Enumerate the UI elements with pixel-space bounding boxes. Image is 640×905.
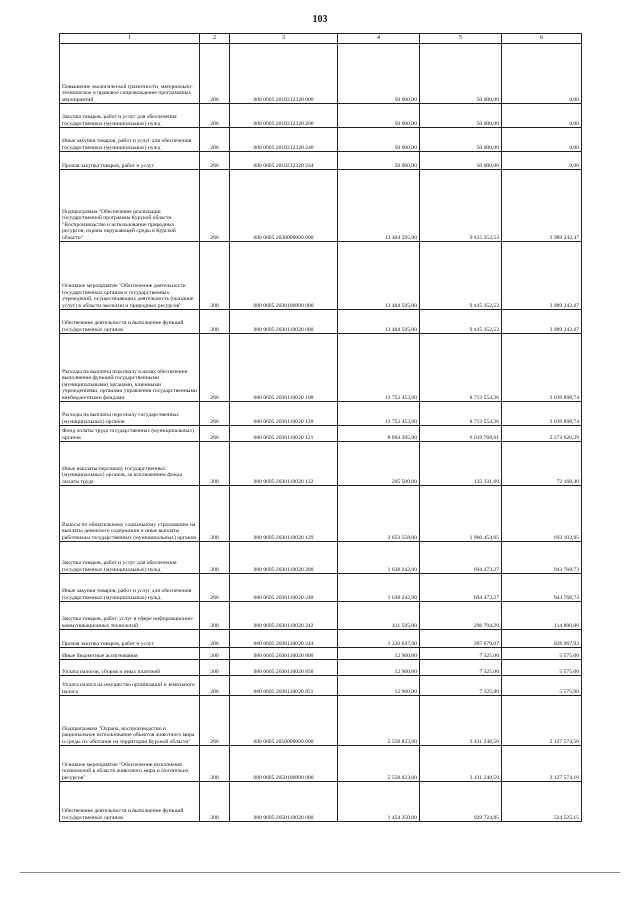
row-approved-amount: 5 558 823,00 xyxy=(338,746,420,782)
row-approved-amount: 411 595,00 xyxy=(338,602,420,630)
row-classification-code: 000 0605 2030110020 240 xyxy=(230,574,338,602)
row-sub-code: 200 xyxy=(200,746,230,782)
row-name: Расходы на выплаты персоналу государственных (муниципальных) органов xyxy=(60,402,200,426)
row-executed-amount: 694 473,27 xyxy=(420,542,502,574)
row-executed-amount: 50 000,00 xyxy=(420,128,502,152)
row-classification-code: 000 0605 2030110020 120 xyxy=(230,402,338,426)
row-executed-amount: 9 415 352,53 xyxy=(420,242,502,310)
row-approved-amount: 50 000,00 xyxy=(338,104,420,128)
row-executed-amount: 929 724,85 xyxy=(420,782,502,822)
row-name: Иные выплаты персоналу государственных (муниципальных) органов, за исключением фонда оплаты труда xyxy=(60,442,200,486)
row-name: Обеспечение деятельности и выполнение функций государственных органов xyxy=(60,310,200,334)
row-executed-amount: 8 713 554,26 xyxy=(420,402,502,426)
table-row xyxy=(60,676,582,696)
row-sub-code: 200 xyxy=(200,152,230,170)
table-row xyxy=(60,402,582,426)
row-executed-amount: 694 473,27 xyxy=(420,574,502,602)
row-name: Закупка товаров, работ и услуг для обеспечения государственных (муниципальных) нужд xyxy=(60,104,200,128)
row-name: Иные бюджетные ассигнования xyxy=(60,648,200,660)
table-row xyxy=(60,152,582,170)
row-executed-amount: 135 331,60 xyxy=(420,442,502,486)
row-classification-code: 000 0605 2030110020 800 xyxy=(230,648,338,660)
row-name: Обеспечение деятельности и выполнение функций государственных органов xyxy=(60,782,200,822)
row-name: Уплата налога на имущество организаций и земельного налога xyxy=(60,676,200,696)
row-name: Закупка товаров, работ и услуг для обеспечения государственных (муниципальных) нужд xyxy=(60,542,200,574)
row-sub-code: 200 xyxy=(200,334,230,402)
row-executed-amount: 397 679,07 xyxy=(420,630,502,648)
row-name: Прочая закупка товаров, работ и услуг xyxy=(60,630,200,648)
row-unexecuted-amount: 943 768,73 xyxy=(502,542,582,574)
row-classification-code: 000 0605 2030110020 850 xyxy=(230,660,338,676)
row-approved-amount: 11 753 453,00 xyxy=(338,402,420,426)
column-header: 4 xyxy=(338,34,420,44)
row-approved-amount: 1 454 250,00 xyxy=(338,782,420,822)
row-unexecuted-amount: 114 800,80 xyxy=(502,602,582,630)
row-classification-code: 000 0605 2030100000 000 xyxy=(230,242,338,310)
row-approved-amount: 1 638 242,00 xyxy=(338,574,420,602)
row-approved-amount: 1 638 242,00 xyxy=(338,542,420,574)
table-row xyxy=(60,128,582,152)
row-unexecuted-amount: 3 989 242,47 xyxy=(502,310,582,334)
row-name: Иные закупки товаров, работ и услуг для обеспечения государственных (муниципальных) нужд xyxy=(60,574,200,602)
table-row xyxy=(60,542,582,574)
row-name: Иные закупки товаров, работ и услуг для обеспечения государственных (муниципальных) нужд xyxy=(60,128,200,152)
row-unexecuted-amount: 524 525,15 xyxy=(502,782,582,822)
row-sub-code: 200 xyxy=(200,486,230,542)
row-name: Закупка товаров, работ, услуг в сфере информационно-коммуникационных технологий xyxy=(60,602,200,630)
row-classification-code: 000 0605 2050000000 000 xyxy=(230,696,338,746)
row-executed-amount: 3 431 248,50 xyxy=(420,746,502,782)
table-row xyxy=(60,696,582,746)
row-classification-code: 000 0605 2010212320 200 xyxy=(230,104,338,128)
table-row xyxy=(60,660,582,676)
row-executed-amount: 50 000,00 xyxy=(420,152,502,170)
row-classification-code: 000 0605 2030110020 851 xyxy=(230,676,338,696)
row-sub-code: 200 xyxy=(200,648,230,660)
row-classification-code: 000 0605 2030110020 122 xyxy=(230,442,338,486)
row-approved-amount: 2 653 558,00 xyxy=(338,486,420,542)
row-sub-code: 200 xyxy=(200,676,230,696)
row-sub-code: 200 xyxy=(200,696,230,746)
row-unexecuted-amount: 2 274 626,39 xyxy=(502,426,582,442)
row-classification-code: 000 0605 2010212320 240 xyxy=(230,128,338,152)
row-approved-amount: 11 753 453,00 xyxy=(338,334,420,402)
row-name: Подпрограмма "Охрана, воспроизводство и рациональное использование объектов животного мира и среды их обитания на территории Курской области" xyxy=(60,696,200,746)
row-sub-code: 200 xyxy=(200,310,230,334)
row-executed-amount: 9 415 352,53 xyxy=(420,170,502,242)
row-sub-code: 200 xyxy=(200,782,230,822)
row-classification-code: 000 0605 2050110020 000 xyxy=(230,782,338,822)
table-row xyxy=(60,630,582,648)
row-classification-code: 000 0605 2010212320 244 xyxy=(230,152,338,170)
row-approved-amount: 1 226 647,00 xyxy=(338,630,420,648)
row-unexecuted-amount: 72 168,40 xyxy=(502,442,582,486)
table-row xyxy=(60,782,582,822)
table-row xyxy=(60,170,582,242)
row-approved-amount: 50 000,00 xyxy=(338,152,420,170)
row-classification-code: 000 0605 2030110020 100 xyxy=(230,334,338,402)
row-unexecuted-amount: 3 989 242,47 xyxy=(502,170,582,242)
row-unexecuted-amount: 5 575,00 xyxy=(502,648,582,660)
row-sub-code: 200 xyxy=(200,542,230,574)
row-approved-amount: 50 000,00 xyxy=(338,44,420,104)
row-executed-amount: 6 619 768,61 xyxy=(420,426,502,442)
column-header: 3 xyxy=(230,34,338,44)
row-unexecuted-amount: 5 575,00 xyxy=(502,660,582,676)
row-unexecuted-amount: 0,00 xyxy=(502,104,582,128)
row-executed-amount: 1 960 454,05 xyxy=(420,486,502,542)
column-header: 6 xyxy=(502,34,582,44)
row-name: Фонд оплаты труда государственных (муниципальных) органов xyxy=(60,426,200,442)
row-executed-amount: 3 431 248,50 xyxy=(420,696,502,746)
row-sub-code: 200 xyxy=(200,442,230,486)
row-approved-amount: 50 000,00 xyxy=(338,128,420,152)
table-row xyxy=(60,426,582,442)
table-row xyxy=(60,104,582,128)
table-row xyxy=(60,334,582,402)
row-executed-amount: 296 794,20 xyxy=(420,602,502,630)
row-approved-amount: 8 894 395,00 xyxy=(338,426,420,442)
row-sub-code: 200 xyxy=(200,402,230,426)
row-classification-code: 000 0605 2050100000 000 xyxy=(230,746,338,782)
row-classification-code: 000 0605 2030110020 129 xyxy=(230,486,338,542)
row-sub-code: 200 xyxy=(200,574,230,602)
row-approved-amount: 13 404 595,00 xyxy=(338,170,420,242)
table-row xyxy=(60,648,582,660)
row-approved-amount: 12 900,00 xyxy=(338,660,420,676)
row-approved-amount: 13 404 595,00 xyxy=(338,242,420,310)
row-approved-amount: 13 404 595,00 xyxy=(338,310,420,334)
page-bottom-rule xyxy=(20,872,620,873)
row-classification-code: 000 0605 2030110020 244 xyxy=(230,630,338,648)
row-sub-code: 200 xyxy=(200,660,230,676)
row-unexecuted-amount: 828 967,93 xyxy=(502,630,582,648)
row-name: Повышение экологической грамотности, материально-техническое и правовое сопровождение программных мероприятий xyxy=(60,44,200,104)
row-approved-amount: 12 900,00 xyxy=(338,676,420,696)
row-name: Прочая закупка товаров, работ и услуг xyxy=(60,152,200,170)
row-sub-code: 200 xyxy=(200,104,230,128)
budget-execution-table xyxy=(59,33,582,822)
row-executed-amount: 9 415 352,53 xyxy=(420,310,502,334)
table-row xyxy=(60,310,582,334)
row-classification-code: 000 0605 2030110020 200 xyxy=(230,542,338,574)
table-row xyxy=(60,602,582,630)
row-unexecuted-amount: 2 127 574,10 xyxy=(502,746,582,782)
row-executed-amount: 7 325,00 xyxy=(420,676,502,696)
row-sub-code: 200 xyxy=(200,170,230,242)
row-unexecuted-amount: 0,00 xyxy=(502,44,582,104)
row-name: Подпрограмма "Обеспечение реализации государственной программы Курской области "Воспроизводство и использование природных ресурсов, охрана окружающей среды в Курской области" xyxy=(60,170,200,242)
table-row xyxy=(60,44,582,104)
row-name: Уплата налогов, сборов и иных платежей xyxy=(60,660,200,676)
row-classification-code: 000 0605 2030110020 121 xyxy=(230,426,338,442)
row-unexecuted-amount: 3 039 898,74 xyxy=(502,334,582,402)
column-header: 5 xyxy=(420,34,502,44)
row-classification-code: 000 0605 2030110020 242 xyxy=(230,602,338,630)
row-name: Основное мероприятие "Обеспечение деятельности государственных органов и государственных учреждений, осуществляющих деятельность (оказание услуг) в области экологии и природных ресурсов" xyxy=(60,242,200,310)
row-sub-code: 200 xyxy=(200,242,230,310)
row-sub-code: 200 xyxy=(200,426,230,442)
row-classification-code: 000 0605 2030000000 000 xyxy=(230,170,338,242)
row-unexecuted-amount: 0,00 xyxy=(502,128,582,152)
row-name: Расходы на выплаты персоналу в целях обеспечения выполнения функций государственными (муниципальными) органами, казенными учреждениями, органами управления государственными внебюджетными фондами xyxy=(60,334,200,402)
row-approved-amount: 205 500,00 xyxy=(338,442,420,486)
row-unexecuted-amount: 2 127 574,50 xyxy=(502,696,582,746)
row-sub-code: 200 xyxy=(200,44,230,104)
row-executed-amount: 50 000,00 xyxy=(420,104,502,128)
row-unexecuted-amount: 0,00 xyxy=(502,152,582,170)
row-classification-code: 000 0605 2030110020 000 xyxy=(230,310,338,334)
row-executed-amount: 50 000,00 xyxy=(420,44,502,104)
row-unexecuted-amount: 5 575,00 xyxy=(502,676,582,696)
row-name: Взносы по обязательному социальному страхованию на выплаты денежного содержания и иные выплаты работникам государственных (муниципальных) органов xyxy=(60,486,200,542)
row-executed-amount: 8 713 554,26 xyxy=(420,334,502,402)
row-sub-code: 200 xyxy=(200,630,230,648)
table-row xyxy=(60,746,582,782)
column-header: 1 xyxy=(60,34,200,44)
row-unexecuted-amount: 943 768,73 xyxy=(502,574,582,602)
page-number: 103 xyxy=(312,14,328,25)
row-unexecuted-amount: 3 989 242,47 xyxy=(502,242,582,310)
row-sub-code: 200 xyxy=(200,602,230,630)
column-header: 2 xyxy=(200,34,230,44)
row-approved-amount: 5 558 823,00 xyxy=(338,696,420,746)
row-unexecuted-amount: 693 103,95 xyxy=(502,486,582,542)
row-executed-amount: 7 325,00 xyxy=(420,648,502,660)
row-unexecuted-amount: 3 039 898,74 xyxy=(502,402,582,426)
table-row xyxy=(60,242,582,310)
row-name: Основное мероприятие "Обеспечение исполнения полномочий в области животного мира и охотничьих ресурсов" xyxy=(60,746,200,782)
table-row xyxy=(60,574,582,602)
table-row xyxy=(60,442,582,486)
row-executed-amount: 7 325,00 xyxy=(420,660,502,676)
column-number-row xyxy=(60,34,582,44)
row-sub-code: 200 xyxy=(200,128,230,152)
row-approved-amount: 12 900,00 xyxy=(338,648,420,660)
table-row xyxy=(60,486,582,542)
row-classification-code: 000 0605 2010212320 000 xyxy=(230,44,338,104)
